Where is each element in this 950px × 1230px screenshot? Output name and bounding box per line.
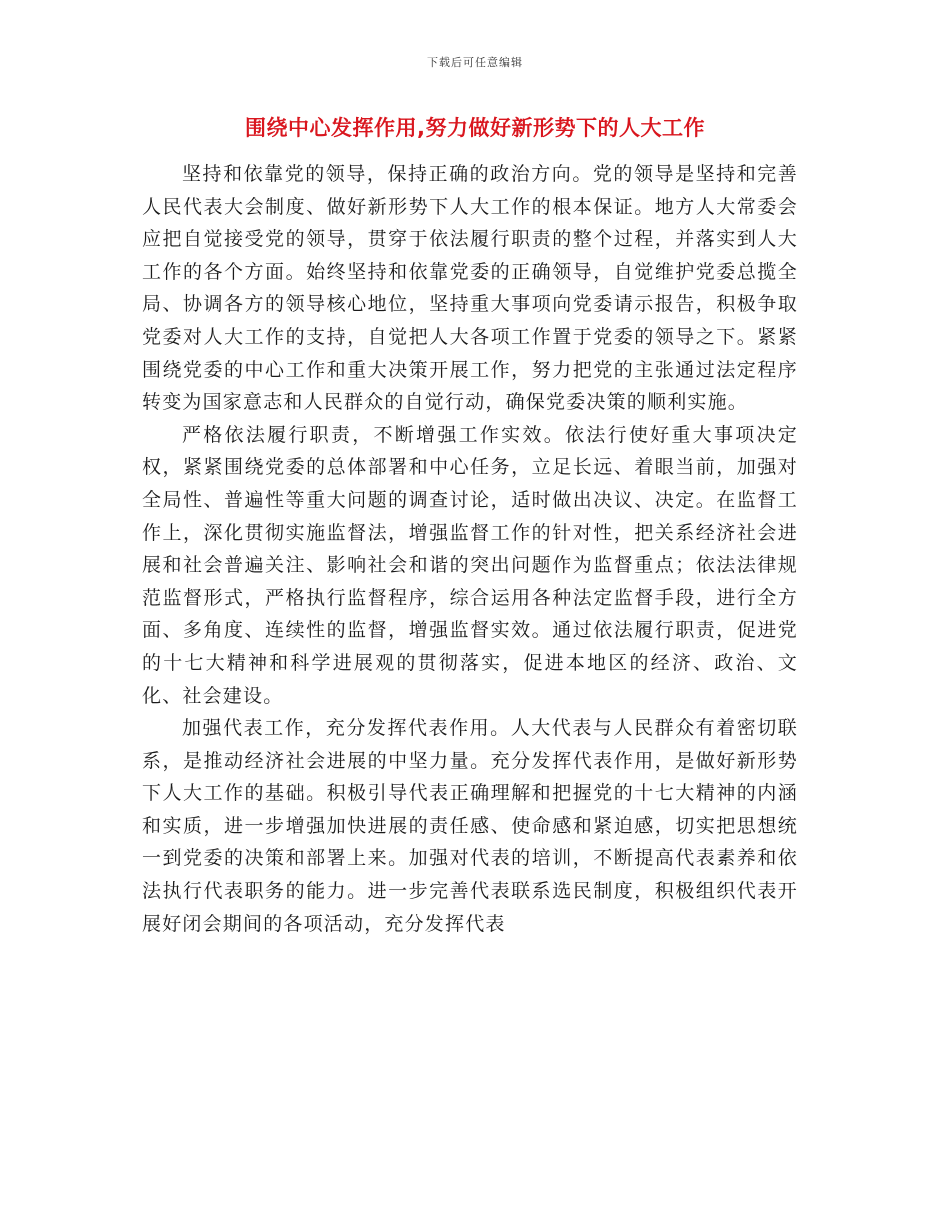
paragraph-2: 严格依法履行职责，不断增强工作实效。依法行使好重大事项决定权，紧紧围绕党委的总体部署和中心任务，立足长远、着眼当前，加强对全局性、普遍性等重大问题的调查讨论，适时做出决议、决定。在监督工作上，深化贯彻实施监督法，增强监督工作的针对性，把关系经济社会进展和社会普遍关注、影响社会和谐的突出问题作为监督重点；依法法律规范监督形式，严格执行监督程序，综合运用各种法定监督手段，进行全方面、多角度、连续性的监督，增强监督实效。通过依法履行职责，促进党的十七大精神和科学进展观的贯彻落实，促进本地区的经济、政治、文化、社会建设。 (142, 423, 798, 707)
paragraph-3: 加强代表工作，充分发挥代表作用。人大代表与人民群众有着密切联系，是推动经济社会进展的中坚力量。充分发挥代表作用，是做好新形势下人大工作的基础。积极引导代表正确理解和把握党的十七大精神的内涵和实质，进一步增强加快进展的责任感、使命感和紧迫感，切实把思想统一到党委的决策和部署上来。加强对代表的培训，不断提高代表素养和依法执行代表职务的能力。进一步完善代表联系选民制度，积极组织代表开展好闭会期间的各项活动，充分发挥代表 (142, 717, 798, 935)
document-title: 围绕中心发挥作用,努力做好新形势下的人大工作 (245, 116, 705, 140)
document-body (142, 158, 798, 940)
paragraph-1: 坚持和依靠党的领导，保持正确的政治方向。党的领导是坚持和完善人民代表大会制度、做好新形势下人大工作的根本保证。地方人大常委会应把自觉接受党的领导，贯穿于依法履行职责的整个过程，并落实到人大工作的各个方面。始终坚持和依靠党委的正确领导，自觉维护党委总揽全局、协调各方的领导核心地位，坚持重大事项向党委请示报告，积极争取党委对人大工作的支持，自觉把人大各项工作置于党委的领导之下。紧紧围绕党委的中心工作和重大决策开展工作，努力把党的主张通过法定程序转变为国家意志和人民群众的自觉行动，确保党委决策的顺利实施。 (142, 163, 798, 414)
header-note: 下载后可任意编辑 (427, 56, 523, 69)
